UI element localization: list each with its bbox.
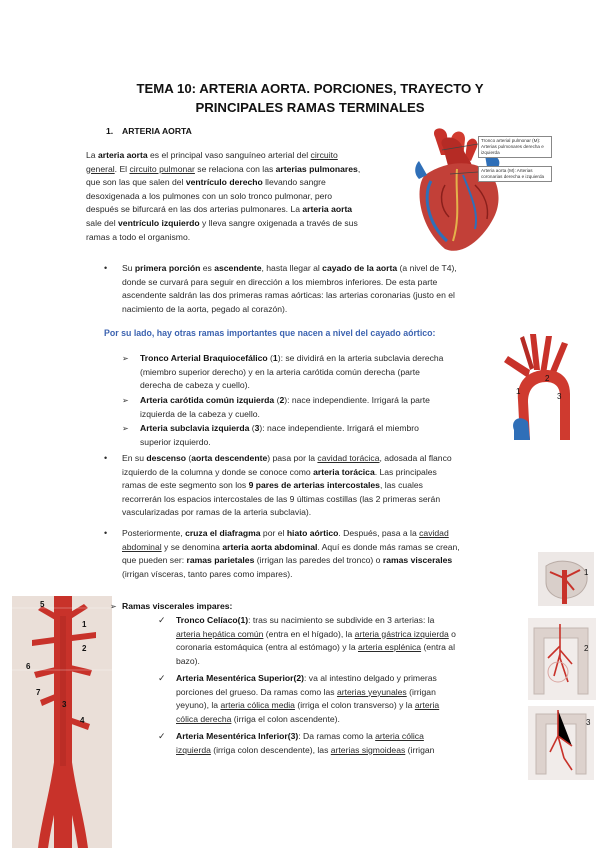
section-heading: ARTERIA AORTA [122,126,192,136]
visceral-heading: Ramas viscerales impares: [122,601,233,611]
text-line: vascularizadas por ramas de la arteria subclavia). [122,507,312,518]
text-line: general. El circuito pulmonar se relaciona con las arterias pulmonares, [86,163,361,174]
celiac-trunk-illustration [538,552,594,606]
text-line: después se bifurcará en las dos arterias pulmonares. La arteria aorta [86,204,353,215]
text-line: yeyuno), la arteria cólica media (irriga el colon transverso) y la arteria [176,700,440,711]
text-line: Arteria Mesentérica Superior(2): va al intestino delgado y primeras [176,673,437,683]
visceral-item-1-check: ✓ [158,615,166,625]
abd-number-4: 4 [80,716,85,725]
visceral-item-1-text [176,614,516,668]
text-line: Tronco Arterial Braquiocefálico (1): se dividirá en la arteria subclavia derecha [140,353,444,363]
viscera-number-1: 1 [584,568,589,577]
text-line: nacimiento de la aorta, pegado al corazón). [122,303,288,314]
abd-number-5: 5 [40,600,45,609]
abd-number-7: 7 [36,688,41,697]
arch-item-1-text [140,352,510,393]
text-line: ascendente saldrán las dos primeras ramas aórticas: las arterias coronarias (justo en el [122,290,455,301]
text-line: ramas a todo el organismo. [86,231,191,242]
text-line: La arteria aorta es el principal vaso sanguíneo arterial del circuito [86,150,338,160]
arch-item-1-arrow: ➢ [122,354,129,363]
text-line: Posteriormente, cruza el diafragma por el hiato aórtico. Después, pasa a la cavidad [122,528,449,538]
aortic-arch-illustration [500,330,580,442]
abd-number-3: 3 [62,700,67,709]
abd-number-6: 6 [26,662,31,671]
text-line: Su primera porción es ascendente, hasta llegar al cayado de la aorta (a nivel de T4), [122,263,457,273]
text-line: En su descenso (aorta descendente) pasa por la cavidad torácica, adosada al flanco [122,453,452,463]
text-line: izquierda (irriga colon descendente), las arterias sigmoideas (irrigan [176,744,435,755]
text-line: que pueden ser: ramas parietales (irrigan las paredes del tronco) o ramas viscerales [122,555,453,566]
arch-item-3-text [140,422,510,449]
visceral-item-3-text [176,730,516,757]
inferior-mesenteric-illustration [528,706,594,780]
visceral-item-2-check: ✓ [158,673,166,683]
text-line: Arteria Mesentérica Inferior(3): Da ramas como la arteria cólica [176,731,424,741]
text-line: ramas de este segmento son los 9 pares de arterias intercostales, las cuales [122,480,423,491]
arch-branches-heading: Por su lado, hay otras ramas importantes que nacen a nivel del cayado aórtico: [104,328,436,338]
bullet-2-text [122,452,532,520]
text-line: Tronco Celíaco(1): tras su nacimiento se subdivide en 3 arterias: la [176,615,435,625]
abd-number-1: 1 [82,620,87,629]
text-line: que son las que salen del ventrículo derecho llevando sangre [86,177,326,188]
intro-paragraph [86,149,406,244]
text-line: desoxigenada a los pulmones con un solo tronco pulmonar, pero [86,190,333,201]
text-line: donde se curvará para seguir en dirección a los miembros inferiores. De esta parte [122,276,438,287]
bullet-3-dot: • [104,528,108,538]
text-line: arteria hepática común (entra en el hígado), la arteria gástrica izquierda o [176,628,456,639]
text-line: sale del ventrículo izquierdo y lleva sangre oxigenada a través de sus [86,217,358,228]
visceral-item-2-text [176,672,516,726]
arch-number-3: 3 [557,392,562,401]
visceral-arrow: ➢ [110,602,117,611]
arch-item-2-arrow: ➢ [122,396,129,405]
text-line: Arteria carótida común izquierda (2): nace independiente. Irrigará la parte [140,395,430,405]
text-line: bazo). [176,655,200,666]
visceral-item-3-check: ✓ [158,731,166,741]
abdominal-aorta-illustration [12,596,112,848]
bullet-1-text [122,262,522,316]
text-line: Arteria subclavia izquierda (3): nace independiente. Irrigará el miembro [140,423,419,433]
text-line: (miembro superior derecho) y en la arteria carótida común derecha (parte [140,366,420,377]
arch-item-3-arrow: ➢ [122,424,129,433]
arch-number-2: 2 [545,374,550,383]
page-title-line-2: PRINCIPALES RAMAS TERMINALES [195,100,425,115]
superior-mesenteric-illustration [528,618,596,700]
arch-number-1: 1 [516,387,521,396]
pulmonary-label-box: Tronco arterial pulmonar (M): Arterias pulmonares derecha e izquierda [478,136,552,158]
bullet-1-dot: • [104,263,108,273]
viscera-number-3: 3 [586,718,591,727]
text-line: derecha de cabeza y cuello). [140,380,250,391]
page-title-line-1: TEMA 10: ARTERIA AORTA. PORCIONES, TRAYECTO Y [136,81,484,96]
bullet-2-dot: • [104,453,108,463]
arch-item-2-text [140,394,510,421]
text-line: (irrigan vísceras, tanto pares como impares). [122,568,293,579]
bullet-3-text [122,527,532,581]
abd-number-2: 2 [82,644,87,653]
text-line: izquierdo de la columna y donde se conoce como arteria torácica. Las principales [122,466,437,477]
text-line: recorrerán los espacios intercostales de las 9 últimas costillas (las 2 primeras serán [122,493,441,504]
aorta-label-box: Arteria aorta (M): Arterias coronarias derecha e izquierda [478,166,552,182]
viscera-number-2: 2 [584,644,589,653]
text-line: izquierda de la cabeza y cuello. [140,408,260,419]
heart-label-leaders [440,140,480,180]
text-line: superior izquierdo. [140,436,211,447]
text-line: cólica derecha (irriga el colon ascendente). [176,713,340,724]
text-line: abdominal y se denomina arteria aorta abdominal. Aquí es donde más ramas se crean, [122,541,460,552]
text-line: porciones del grueso. Da ramas como las arterias yeyunales (irrigan [176,686,436,697]
text-line: coronaria estomáquica (entra al estómago) y la arteria esplénica (entra al [176,642,455,653]
section-number: 1. [106,126,114,136]
